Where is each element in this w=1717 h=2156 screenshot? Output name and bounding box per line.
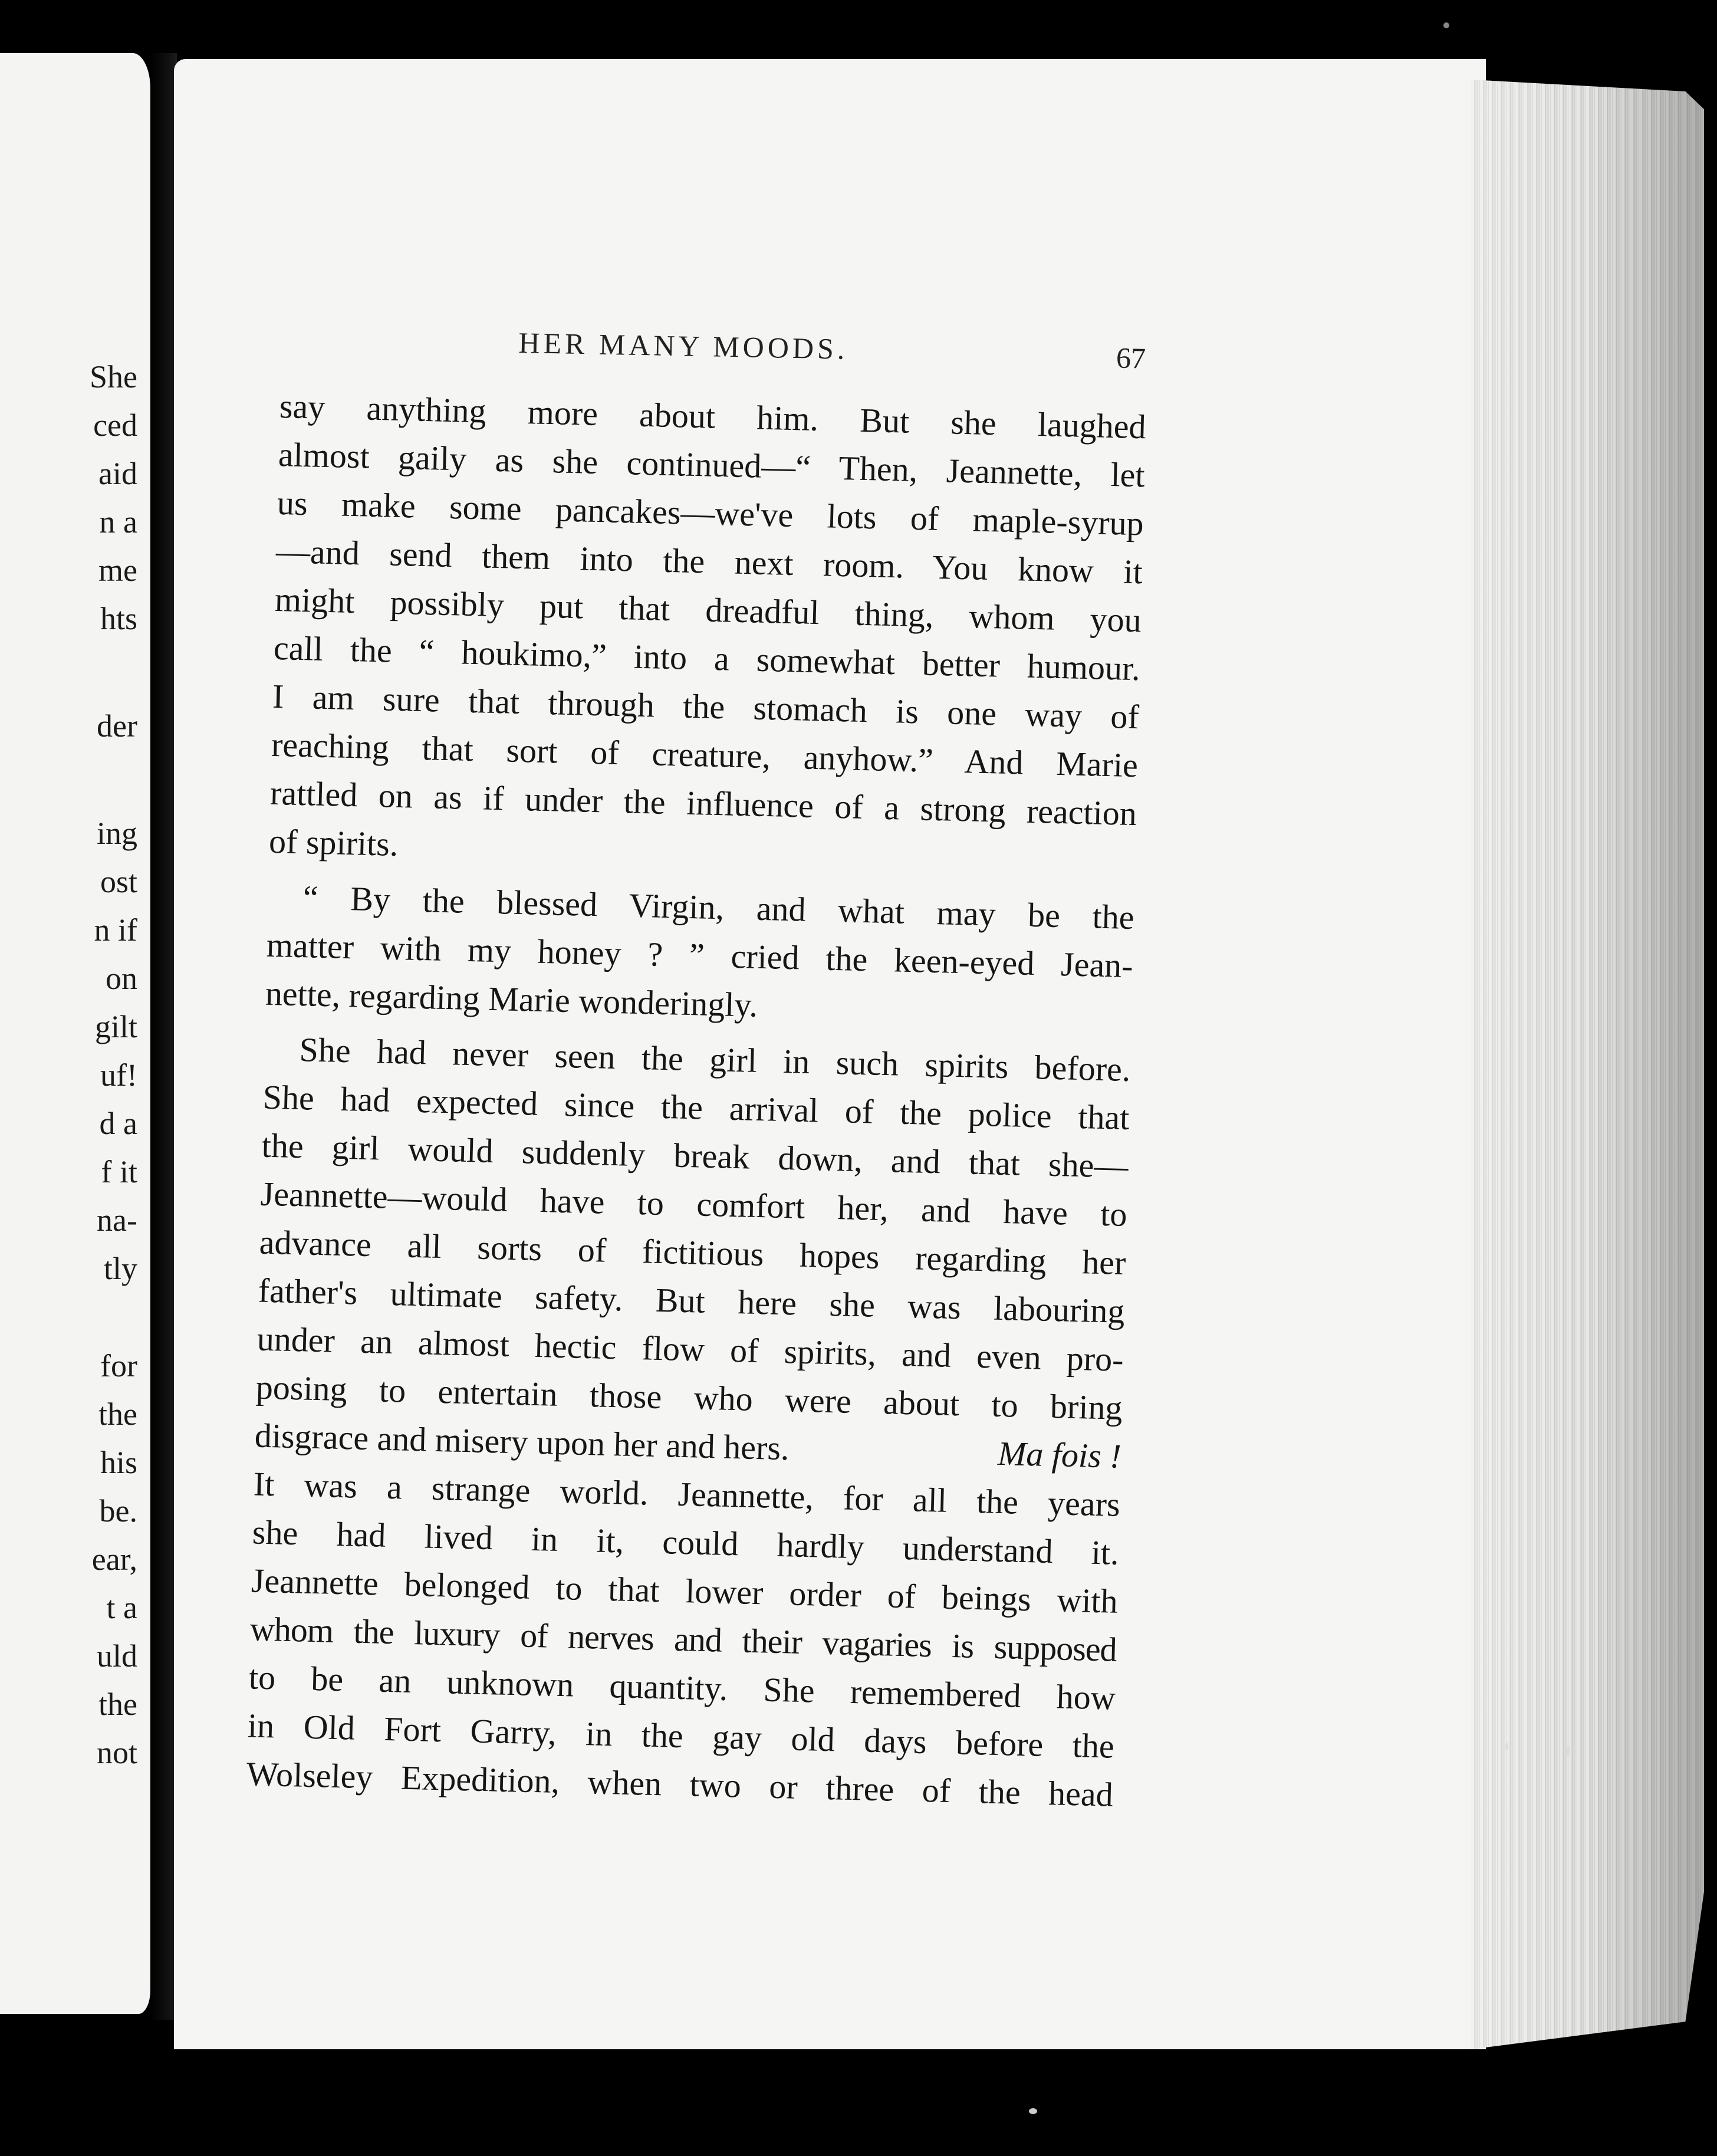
left-page-line: the bbox=[98, 1687, 137, 1722]
text-line: Jeannette—would have to comfort her, and have to bbox=[260, 1174, 1128, 1234]
left-page-line: me bbox=[98, 553, 137, 588]
text-line: the girl would suddenly break down, and that she— bbox=[261, 1126, 1129, 1186]
text-line: might possibly put that dreadful thing, whom you bbox=[274, 580, 1142, 640]
left-page-line: for bbox=[100, 1348, 137, 1383]
left-page-line: on bbox=[106, 961, 137, 996]
text-line: matter with my honey ? ” cried the keen-eyed Jean- bbox=[266, 925, 1134, 985]
left-page-line: ced bbox=[93, 407, 137, 443]
text-line: Jeannette belonged to that lower order of beings with bbox=[251, 1561, 1119, 1621]
running-head: HER MANY MOODS. bbox=[518, 326, 848, 366]
left-page-line: not bbox=[96, 1735, 137, 1770]
left-page-line: n a bbox=[99, 504, 137, 540]
scan-speck bbox=[1567, 1746, 1570, 1756]
text-line: us make some pancakes—we've lots of maple-syrup bbox=[277, 483, 1144, 543]
left-page-line: aid bbox=[98, 456, 137, 491]
left-page-line: n if bbox=[94, 912, 137, 948]
text-line: she had lived in it, could hardly understand it. bbox=[252, 1513, 1120, 1572]
text-line: in Old Fort Garry, in the gay old days before the bbox=[247, 1706, 1115, 1766]
left-page-line: the bbox=[98, 1396, 137, 1432]
text-line: say anything more about him. But she laughed bbox=[279, 386, 1147, 446]
left-page-line: na- bbox=[97, 1202, 137, 1238]
italic-exclamation: Ma fois ! bbox=[997, 1434, 1122, 1475]
text-line: call the “ houkimo,” into a somewhat better humour. bbox=[273, 628, 1141, 688]
text-line-start: disgrace and misery upon her and hers. bbox=[254, 1416, 790, 1468]
page-number: 67 bbox=[1116, 341, 1146, 375]
text-line: rattled on as if under the influence of a strong reaction bbox=[269, 773, 1137, 833]
text-line: She had never seen the girl in such spirits before. bbox=[298, 1030, 1131, 1089]
left-page-line: uf! bbox=[100, 1057, 137, 1093]
body-text bbox=[246, 382, 1146, 1819]
left-page-line: hts bbox=[100, 601, 137, 636]
left-page-line: She bbox=[90, 359, 137, 395]
text-line: posing to entertain those who were about to bring bbox=[255, 1368, 1123, 1427]
text-line: I am sure that through the stomach is one way of bbox=[272, 676, 1140, 737]
left-page-line: t a bbox=[106, 1590, 137, 1625]
left-page-line: gilt bbox=[94, 1009, 137, 1044]
left-page-line: f it bbox=[101, 1154, 137, 1189]
text-line: reaching that sort of creature, anyhow.” And Marie bbox=[271, 725, 1139, 785]
book-gutter bbox=[150, 53, 177, 2020]
text-line: It was a strange world. Jeannette, for all the years bbox=[253, 1464, 1121, 1524]
text-line: “ By the blessed Virgin, and what may be the bbox=[302, 878, 1135, 937]
text-line: whom the luxury of nerves and their vagaries is supposed bbox=[249, 1609, 1117, 1669]
scan-speck bbox=[1029, 2108, 1037, 2114]
text-line: advance all sorts of fictitious hopes regarding her bbox=[259, 1222, 1127, 1282]
left-page-line: tly bbox=[103, 1251, 137, 1286]
left-page-line: ost bbox=[100, 864, 137, 899]
left-page-line: his bbox=[100, 1445, 137, 1480]
left-facing-page bbox=[0, 53, 150, 2014]
text-line: She had expected since the arrival of the police that bbox=[262, 1077, 1130, 1138]
left-page-line: ing bbox=[96, 816, 137, 851]
text-line: of spirits. bbox=[268, 821, 399, 864]
text-line: Wolseley Expedition, when two or three of the head bbox=[246, 1754, 1114, 1814]
text-line: to be an unknown quantity. She remembered how bbox=[248, 1658, 1116, 1717]
scan-speck bbox=[1443, 22, 1449, 28]
left-page-line: uld bbox=[96, 1638, 137, 1674]
left-page-line: der bbox=[97, 708, 137, 744]
text-line: almost gaily as she continued—“ Then, Jeannette, let bbox=[278, 435, 1146, 495]
left-page-line: d a bbox=[99, 1106, 137, 1141]
page-edges-shading bbox=[1471, 80, 1704, 2049]
text-line: under an almost hectic flow of spirits, and even pro- bbox=[256, 1319, 1124, 1379]
text-line: father's ultimate safety. But here she was labouring bbox=[258, 1271, 1126, 1330]
left-page-line: be. bbox=[99, 1493, 137, 1529]
text-line: nette, regarding Marie wonderingly. bbox=[265, 974, 758, 1024]
left-page-line: ear, bbox=[91, 1542, 137, 1577]
text-line: —and send them into the next room. You know it bbox=[275, 531, 1143, 591]
scan-speck bbox=[1505, 1743, 1508, 1751]
